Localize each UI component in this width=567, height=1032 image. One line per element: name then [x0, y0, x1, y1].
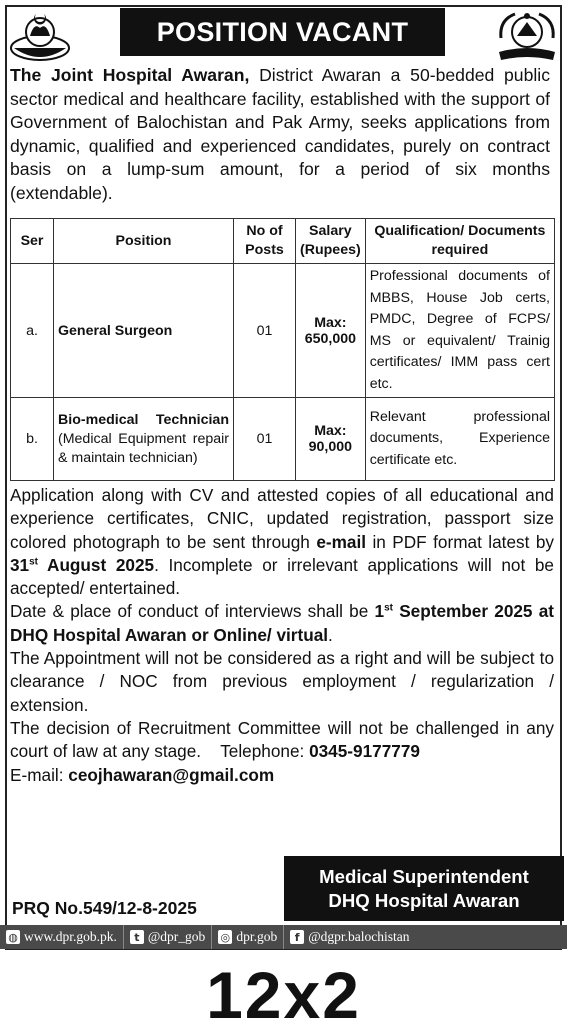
- intro-paragraph: [10, 64, 550, 205]
- prq-number: PRQ No.549/12-8-2025: [12, 898, 197, 918]
- position-note: (Medical Equipment repair & maintain technician): [58, 430, 229, 466]
- interview-paragraph: Date & place of conduct of interviews shall be 1st September 2025 at DHQ Hospital Awaran or Online/ virtual.: [10, 601, 554, 645]
- header-salary: Salary (Rupees): [296, 219, 366, 264]
- telephone-label: Telephone:: [220, 741, 310, 762]
- table-row: [11, 398, 555, 481]
- footer-twitter[interactable]: t @dpr_gob: [124, 925, 212, 949]
- email-label: E-mail:: [10, 764, 69, 785]
- pak-army-logo: [495, 8, 559, 64]
- position-title: Bio-medical Technician: [58, 411, 229, 428]
- signature-org: DHQ Hospital Awaran: [328, 889, 520, 911]
- deadline-date: 31st August 2025: [10, 554, 155, 575]
- position-title: General Surgeon: [58, 322, 173, 339]
- row-salary: Max: 90,000: [296, 398, 366, 481]
- twitter-icon: t: [130, 930, 144, 944]
- header-ser: Ser: [11, 219, 54, 264]
- row-ser: b.: [11, 398, 54, 481]
- header-position: Position: [54, 219, 234, 264]
- signature-title: Medical Superintendent: [319, 865, 529, 887]
- email-line: [10, 764, 554, 787]
- row-salary: Max: 650,000: [296, 264, 366, 398]
- row-qualification: Professional documents of MBBS, House Job certs, PMDC, Degree of FCPS/ MS or equivalent/ Trainig certificates/ IMM pass cert etc.: [365, 264, 554, 398]
- telephone-number[interactable]: 0345-9177779: [309, 741, 420, 762]
- balochistan-logo: [8, 8, 72, 64]
- application-paragraph: Application along with CV and attested copies of all educational and experience certificates, CNIC, updated registration, passport size colored photograph to be sent through e-mail in PDF format latest by 31st August 2025. Incomplete or irrelevant applications will not be accepted/ entertained.: [10, 485, 554, 599]
- facebook-icon: f: [290, 930, 304, 944]
- positions-table: [10, 218, 555, 481]
- table-header-row: [11, 219, 555, 264]
- row-ser: a.: [11, 264, 54, 398]
- position-vacant-heading: POSITION VACANT: [120, 8, 445, 56]
- footer-website[interactable]: ◍ www.dpr.gob.pk.: [0, 925, 124, 949]
- header-qualification: Qualification/ Documents required: [365, 219, 554, 264]
- application-instructions: [10, 484, 554, 787]
- footer-instagram[interactable]: ◎ dpr.gob: [212, 925, 284, 949]
- header-posts: No of Posts: [234, 219, 296, 264]
- row-position: [54, 264, 234, 398]
- hospital-name: The Joint Hospital Awaran,: [10, 65, 250, 85]
- interview-date: 1st September 2025 at DHQ Hospital Awaran or Online/ virtual: [10, 601, 554, 645]
- email-word: e-mail: [316, 531, 367, 552]
- row-qualification: Relevant professional documents, Experience certificate etc.: [365, 398, 554, 481]
- table-row: [11, 264, 555, 398]
- ad-size-label: 12x2: [206, 958, 361, 1032]
- instagram-icon: ◎: [218, 930, 232, 944]
- decision-paragraph: The decision of Recruitment Committee will not be challenged in any court of law at any stage. Telephone: 0345-9177779: [10, 717, 554, 762]
- row-posts: 01: [234, 398, 296, 481]
- footer-bar: [0, 925, 567, 949]
- globe-icon: ◍: [6, 930, 20, 944]
- row-posts: 01: [234, 264, 296, 398]
- email-address[interactable]: ceojhawaran@gmail.com: [68, 764, 275, 785]
- appointment-paragraph: The Appointment will not be considered as a right and will be subject to clearance / NOC from previous employment / regularization / extension.: [10, 648, 554, 715]
- signature-block: [284, 856, 564, 921]
- row-position: [54, 398, 234, 481]
- footer-facebook[interactable]: f @dgpr.balochistan: [284, 925, 415, 949]
- intro-text: District Awaran a 50-bedded public sector medical and healthcare facility, established with the support of Government of Balochistan and Pak Army, seeks applications from dynamic, qualified and experienced candidates, purely on contract basis on a lump-sum amount, for a period of six months (extendable).: [10, 65, 550, 203]
